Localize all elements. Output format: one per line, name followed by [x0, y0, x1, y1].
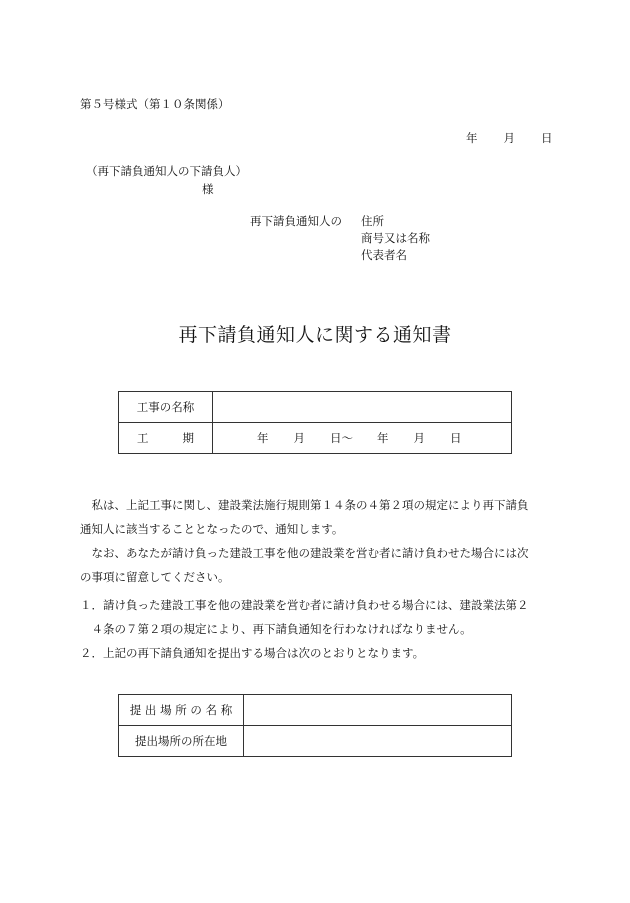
submit-place-name-field[interactable] [244, 695, 512, 726]
period-end-year: 年 [377, 431, 389, 445]
period-start-month: 月 [293, 431, 305, 445]
item-2: ２．上記の再下請負通知を提出する場合は次のとおりとなります。 [80, 646, 425, 660]
submit-place-address-label: 提出場所の所在地 [119, 726, 244, 757]
date-line [466, 130, 553, 146]
submit-place-address-field[interactable] [244, 726, 512, 757]
notice-items [80, 593, 529, 665]
date-month: 月 [503, 131, 515, 145]
addressee-line: （再下請負通知人の下請負人） [86, 164, 247, 178]
sender-representative-label: 代表者名 [361, 248, 407, 262]
work-period-field[interactable] [213, 423, 512, 454]
work-name-label: 工事の名称 [119, 392, 213, 423]
body-paragraphs [80, 493, 529, 589]
work-period-label-1: 工 [137, 431, 149, 445]
form-number: 第５号様式（第１０条関係） [80, 97, 230, 111]
sender-label: 再下請負通知人の [250, 214, 342, 228]
period-end-day: 日 [450, 431, 462, 445]
date-year: 年 [466, 131, 478, 145]
sender-address-label: 住所 [361, 214, 384, 228]
body-p1-line1: 私は、上記工事に関し、建設業法施行規則第１４条の４第２項の規定により再下請負 [80, 498, 529, 512]
work-period-label-2: 期 [182, 431, 194, 445]
work-name-field[interactable] [213, 392, 512, 423]
item-1-line2: ４条の７第２項の規定により、再下請負通知を行わなければなりません。 [80, 622, 472, 636]
document-title: 再下請負通知人に関する通知書 [178, 324, 452, 346]
submit-place-name-label: 提 出 場 所 の 名 称 [119, 695, 244, 726]
body-p2-line1: なお、あなたが請け負った建設工事を他の建設業を営む者に請け負わせた場合には次 [80, 546, 529, 560]
period-end-month: 月 [413, 431, 425, 445]
submission-table [118, 694, 512, 757]
sender-name-label: 商号又は名称 [361, 231, 430, 245]
work-table [118, 391, 512, 454]
period-start-year: 年 [257, 431, 269, 445]
period-start-day: 日～ [330, 431, 353, 445]
addressee-honorific: 様 [202, 182, 214, 196]
item-1-line1: １．請け負った建設工事を他の建設業を営む者に請け負わせる場合には、建設業法第２ [80, 598, 529, 612]
body-p2-line2: の事項に留意してください。 [80, 570, 230, 584]
date-day: 日 [541, 131, 553, 145]
body-p1-line2: 通知人に該当することとなったので、通知します。 [80, 522, 344, 536]
work-period-label [119, 423, 213, 454]
